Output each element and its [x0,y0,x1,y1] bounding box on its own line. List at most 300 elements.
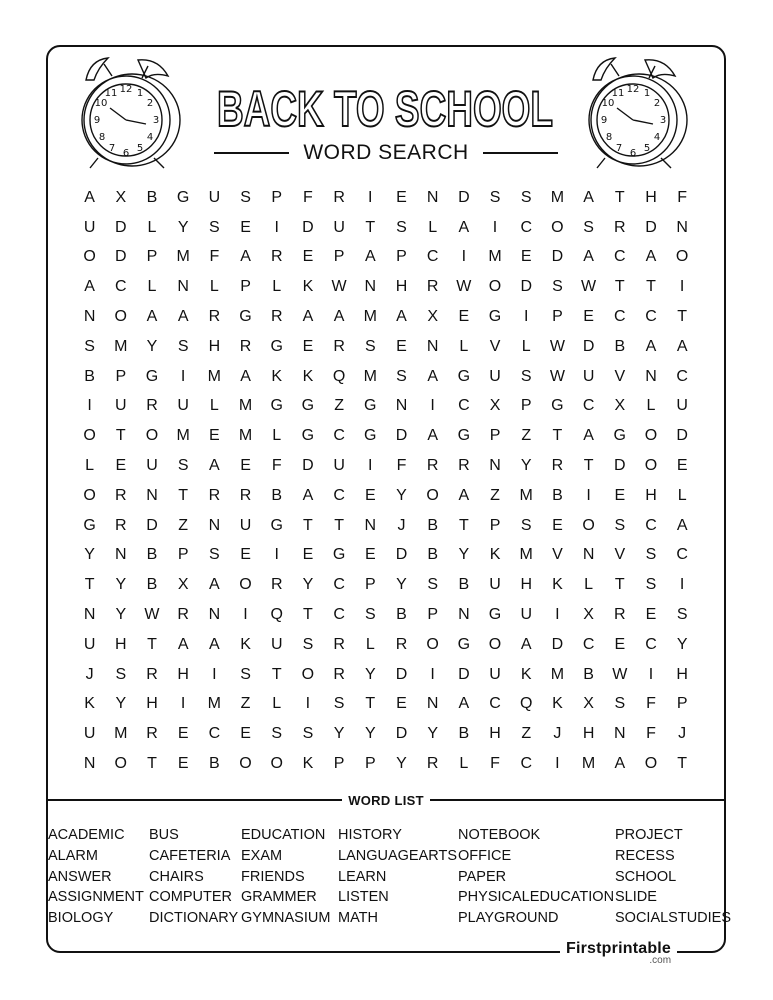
grid-letter[interactable]: L [459,755,469,773]
grid-letter[interactable]: P [552,308,563,326]
grid-letter[interactable]: T [583,457,594,475]
grid-letter[interactable]: P [177,546,189,564]
grid-letter[interactable]: A [458,218,470,236]
grid-letter[interactable]: F [209,248,220,266]
grid-letter[interactable]: N [676,218,688,236]
grid-letter[interactable]: I [523,308,529,326]
grid-letter[interactable]: P [396,248,407,266]
grid-letter[interactable]: T [365,218,376,236]
grid-letter[interactable]: H [582,725,595,743]
grid-letter[interactable]: S [364,606,376,624]
grid-letter[interactable]: G [457,367,471,385]
grid-letter[interactable]: E [458,308,470,326]
grid-letter[interactable]: Y [364,665,376,683]
grid-letter[interactable]: M [238,397,253,415]
grid-letter[interactable]: N [208,606,221,624]
grid-letter[interactable]: F [271,457,282,475]
grid-letter[interactable]: R [239,337,252,355]
grid-letter[interactable]: Z [178,516,189,534]
grid-letter[interactable]: R [270,308,283,326]
grid-letter[interactable]: S [552,278,563,296]
grid-letter[interactable]: I [180,367,186,385]
grid-letter[interactable]: U [115,397,127,415]
grid-letter[interactable]: C [582,397,595,415]
grid-letter[interactable]: R [458,457,470,475]
grid-letter[interactable]: E [396,188,407,206]
grid-letter[interactable]: U [83,635,96,653]
grid-letter[interactable]: E [177,725,189,743]
grid-letter[interactable]: X [489,397,501,415]
grid-letter[interactable]: Y [458,546,470,564]
grid-letter[interactable]: M [519,486,533,504]
grid-letter[interactable]: P [427,606,438,624]
grid-letter[interactable]: Z [240,695,251,713]
grid-letter[interactable]: N [177,278,189,296]
grid-letter[interactable]: P [333,248,345,266]
grid-letter[interactable]: O [83,248,96,266]
grid-letter[interactable]: N [115,546,127,564]
grid-letter[interactable]: G [364,397,377,415]
grid-letter[interactable]: Z [521,427,532,445]
grid-letter[interactable]: W [456,278,472,296]
grid-letter[interactable]: O [644,427,658,445]
grid-letter[interactable]: U [489,576,501,594]
grid-letter[interactable]: U [146,457,158,475]
grid-letter[interactable]: F [646,725,656,743]
grid-letter[interactable]: T [147,755,157,773]
grid-letter[interactable]: N [614,725,626,743]
grid-letter[interactable]: O [270,755,283,773]
grid-letter[interactable]: H [208,337,221,355]
grid-letter[interactable]: A [209,576,220,594]
grid-letter[interactable]: D [676,427,688,445]
grid-letter[interactable]: E [364,546,376,564]
grid-letter[interactable]: A [240,367,251,385]
grid-letter[interactable]: R [614,606,626,624]
grid-letter[interactable]: K [552,576,563,594]
grid-letter[interactable]: Q [332,367,346,385]
grid-letter[interactable]: F [396,457,407,475]
grid-letter[interactable]: R [333,635,345,653]
grid-letter[interactable]: I [368,188,373,206]
grid-letter[interactable]: R [239,486,252,504]
grid-letter[interactable]: A [364,248,376,266]
grid-letter[interactable]: S [333,695,345,713]
grid-letter[interactable]: B [146,188,158,206]
grid-letter[interactable]: R [177,606,189,624]
grid-letter[interactable]: S [84,337,95,355]
grid-letter[interactable]: H [177,665,189,683]
grid-letter[interactable]: G [488,606,502,624]
grid-letter[interactable]: S [302,725,314,743]
grid-letter[interactable]: S [240,188,251,206]
grid-letter[interactable]: E [209,427,220,445]
grid-letter[interactable]: C [520,218,532,236]
grid-letter[interactable]: X [115,188,127,206]
grid-letter[interactable]: M [176,427,190,445]
grid-letter[interactable]: G [551,397,564,415]
grid-letter[interactable]: X [427,308,438,326]
grid-letter[interactable]: I [555,606,560,624]
grid-letter[interactable]: A [209,635,220,653]
grid-letter[interactable]: K [240,635,251,653]
grid-letter[interactable]: A [645,337,657,355]
grid-letter[interactable]: S [271,725,283,743]
grid-letter[interactable]: T [614,188,625,206]
grid-letter[interactable]: O [644,457,658,475]
grid-letter[interactable]: I [243,606,248,624]
grid-letter[interactable]: M [581,755,596,773]
grid-letter[interactable]: I [461,248,467,266]
grid-letter[interactable]: S [489,188,501,206]
grid-letter[interactable]: N [582,546,595,564]
grid-letter[interactable]: U [489,665,501,683]
grid-letter[interactable]: I [586,486,591,504]
grid-letter[interactable]: E [645,606,657,624]
grid-letter[interactable]: I [648,665,654,683]
grid-letter[interactable]: R [115,486,127,504]
grid-letter[interactable]: L [272,695,282,713]
grid-letter[interactable]: R [395,635,408,653]
grid-letter[interactable]: A [427,427,438,445]
grid-letter[interactable]: O [551,218,564,236]
grid-letter[interactable]: S [209,546,220,564]
grid-letter[interactable]: A [396,308,407,326]
grid-letter[interactable]: E [302,337,314,355]
grid-letter[interactable]: M [114,337,128,355]
grid-letter[interactable]: E [364,486,376,504]
grid-letter[interactable]: L [677,486,687,504]
grid-letter[interactable]: S [645,576,657,594]
grid-letter[interactable]: A [583,427,594,445]
grid-letter[interactable]: C [645,516,657,534]
grid-letter[interactable]: Q [519,695,533,713]
grid-letter[interactable]: N [83,606,96,624]
grid-letter[interactable]: M [207,695,221,713]
grid-letter[interactable]: L [521,337,531,355]
grid-letter[interactable]: K [302,278,314,296]
grid-letter[interactable]: X [177,576,189,594]
grid-letter[interactable]: S [396,367,407,385]
grid-letter[interactable]: U [333,218,345,236]
grid-letter[interactable]: G [270,337,283,355]
grid-letter[interactable]: K [84,695,95,713]
grid-letter[interactable]: L [147,218,157,236]
grid-letter[interactable]: M [176,248,190,266]
grid-letter[interactable]: S [427,576,438,594]
grid-letter[interactable]: N [146,486,158,504]
grid-letter[interactable]: T [458,516,469,534]
grid-letter[interactable]: N [364,516,377,534]
grid-letter[interactable]: M [550,188,565,206]
grid-letter[interactable]: T [147,635,157,653]
grid-letter[interactable]: O [426,486,439,504]
grid-letter[interactable]: N [364,278,377,296]
grid-letter[interactable]: S [614,695,626,713]
grid-letter[interactable]: W [331,278,347,296]
grid-letter[interactable]: S [364,337,376,355]
grid-letter[interactable]: U [239,516,252,534]
grid-letter[interactable]: J [85,665,94,683]
grid-letter[interactable]: A [676,516,688,534]
grid-letter[interactable]: T [614,278,625,296]
grid-letter[interactable]: I [368,457,373,475]
grid-letter[interactable]: O [114,755,127,773]
grid-letter[interactable]: D [302,218,314,236]
grid-letter[interactable]: S [396,218,407,236]
grid-letter[interactable]: C [426,248,439,266]
grid-letter[interactable]: R [614,218,626,236]
grid-letter[interactable]: P [489,516,501,534]
grid-letter[interactable]: Y [146,337,158,355]
grid-letter[interactable]: W [549,367,565,385]
grid-letter[interactable]: U [489,367,501,385]
grid-letter[interactable]: B [614,337,626,355]
grid-letter[interactable]: I [87,397,92,415]
grid-letter[interactable]: C [458,397,470,415]
grid-letter[interactable]: N [645,367,657,385]
grid-letter[interactable]: U [520,606,532,624]
grid-letter[interactable]: S [115,665,127,683]
grid-letter[interactable]: I [212,665,217,683]
grid-letter[interactable]: A [676,337,688,355]
grid-letter[interactable]: U [83,218,96,236]
grid-letter[interactable]: O [675,248,689,266]
grid-letter[interactable]: N [458,606,470,624]
grid-letter[interactable]: Y [115,576,127,594]
grid-letter[interactable]: C [614,308,626,326]
grid-letter[interactable]: E [583,308,594,326]
grid-letter[interactable]: N [426,337,439,355]
grid-letter[interactable]: H [645,486,657,504]
grid-letter[interactable]: Y [177,218,189,236]
grid-letter[interactable]: C [645,635,657,653]
grid-letter[interactable]: Z [521,725,532,743]
grid-letter[interactable]: A [520,635,532,653]
grid-letter[interactable]: V [614,367,626,385]
grid-letter[interactable]: T [552,427,563,445]
grid-letter[interactable]: Y [364,725,376,743]
grid-letter[interactable]: P [333,755,345,773]
grid-letter[interactable]: I [180,695,186,713]
grid-letter[interactable]: S [614,516,626,534]
grid-letter[interactable]: C [115,278,127,296]
grid-letter[interactable]: A [458,695,470,713]
grid-letter[interactable]: E [676,457,688,475]
grid-letter[interactable]: U [208,188,221,206]
grid-letter[interactable]: A [583,188,594,206]
grid-letter[interactable]: C [333,486,345,504]
grid-letter[interactable]: L [365,635,375,653]
grid-letter[interactable]: D [395,427,408,445]
grid-letter[interactable]: A [240,248,251,266]
grid-letter[interactable]: C [333,606,345,624]
grid-letter[interactable]: D [520,278,532,296]
grid-letter[interactable]: G [457,635,471,653]
grid-letter[interactable]: A [645,248,657,266]
grid-letter[interactable]: R [551,457,564,475]
grid-letter[interactable]: H [520,576,532,594]
grid-letter[interactable]: E [396,337,407,355]
grid-letter[interactable]: S [177,457,189,475]
grid-letter[interactable]: A [146,308,158,326]
grid-letter[interactable]: E [115,457,127,475]
grid-letter[interactable]: L [209,397,219,415]
grid-letter[interactable]: G [83,516,96,534]
grid-letter[interactable]: M [114,725,128,743]
grid-letter[interactable]: B [146,576,158,594]
grid-letter[interactable]: B [209,755,220,773]
grid-letter[interactable]: T [178,486,189,504]
grid-letter[interactable]: N [489,457,501,475]
grid-letter[interactable]: O [114,308,127,326]
grid-letter[interactable]: P [364,576,376,594]
grid-letter[interactable]: M [207,367,221,385]
grid-letter[interactable]: S [520,516,532,534]
grid-letter[interactable]: R [146,725,158,743]
grid-letter[interactable]: S [520,188,532,206]
grid-letter[interactable]: B [458,725,470,743]
grid-letter[interactable]: S [583,218,594,236]
grid-letter[interactable]: R [208,308,221,326]
grid-letter[interactable]: C [676,546,688,564]
grid-letter[interactable]: I [274,546,279,564]
grid-letter[interactable]: G [332,546,346,564]
grid-letter[interactable]: W [612,665,628,683]
grid-letter[interactable]: P [115,367,127,385]
grid-letter[interactable]: A [209,457,220,475]
grid-letter[interactable]: F [677,188,688,206]
grid-letter[interactable]: O [301,665,315,683]
grid-letter[interactable]: N [426,188,439,206]
grid-letter[interactable]: K [271,367,283,385]
grid-letter[interactable]: H [115,635,127,653]
grid-letter[interactable]: K [552,695,563,713]
grid-letter[interactable]: M [363,367,377,385]
grid-letter[interactable]: T [303,516,313,534]
grid-letter[interactable]: J [678,725,687,743]
grid-letter[interactable]: E [240,457,251,475]
grid-letter[interactable]: G [270,397,283,415]
grid-letter[interactable]: D [582,337,595,355]
grid-letter[interactable]: E [302,546,314,564]
grid-letter[interactable]: E [240,725,251,743]
grid-letter[interactable]: K [520,665,532,683]
grid-letter[interactable]: U [676,397,688,415]
grid-letter[interactable]: A [302,308,314,326]
grid-letter[interactable]: B [427,546,438,564]
grid-letter[interactable]: D [645,218,657,236]
grid-letter[interactable]: E [552,516,563,534]
grid-letter[interactable]: O [644,755,658,773]
grid-letter[interactable]: R [426,278,439,296]
grid-letter[interactable]: U [177,397,189,415]
grid-letter[interactable]: L [272,278,282,296]
grid-letter[interactable]: D [551,635,564,653]
grid-letter[interactable]: Q [270,606,283,624]
grid-letter[interactable]: D [115,218,127,236]
grid-letter[interactable]: S [209,218,220,236]
grid-letter[interactable]: D [395,725,408,743]
grid-letter[interactable]: V [614,546,626,564]
grid-letter[interactable]: S [676,606,688,624]
grid-letter[interactable]: S [302,635,314,653]
grid-letter[interactable]: J [397,516,406,534]
grid-letter[interactable]: Y [396,576,407,594]
grid-letter[interactable]: E [177,755,189,773]
grid-letter[interactable]: B [396,606,407,624]
grid-letter[interactable]: X [614,397,626,415]
grid-letter[interactable]: N [208,516,221,534]
grid-letter[interactable]: C [208,725,221,743]
grid-letter[interactable]: L [85,457,95,475]
grid-letter[interactable]: H [489,725,501,743]
grid-letter[interactable]: E [240,546,251,564]
grid-letter[interactable]: O [582,516,595,534]
grid-letter[interactable]: P [240,278,251,296]
grid-letter[interactable]: B [458,576,470,594]
grid-letter[interactable]: L [584,576,594,594]
grid-letter[interactable]: D [551,248,564,266]
grid-letter[interactable]: O [145,427,159,445]
grid-letter[interactable]: M [363,308,377,326]
grid-letter[interactable]: A [84,278,95,296]
grid-letter[interactable]: T [677,308,688,326]
grid-letter[interactable]: T [677,755,688,773]
grid-letter[interactable]: P [676,695,688,713]
grid-letter[interactable]: A [614,755,626,773]
grid-letter[interactable]: O [239,576,252,594]
grid-letter[interactable]: O [426,635,439,653]
grid-letter[interactable]: G [457,427,471,445]
grid-letter[interactable]: I [430,665,435,683]
grid-letter[interactable]: H [676,665,688,683]
grid-letter[interactable]: A [84,188,95,206]
grid-letter[interactable]: N [83,755,96,773]
grid-letter[interactable]: O [83,486,96,504]
grid-letter[interactable]: T [646,278,656,296]
grid-letter[interactable]: L [272,427,282,445]
grid-letter[interactable]: U [270,635,283,653]
grid-letter[interactable]: Y [676,635,688,653]
grid-letter[interactable]: T [365,695,376,713]
grid-letter[interactable]: Y [396,486,407,504]
grid-letter[interactable]: P [520,397,532,415]
grid-letter[interactable]: S [177,337,189,355]
grid-letter[interactable]: R [333,188,345,206]
grid-letter[interactable]: G [301,397,315,415]
grid-letter[interactable]: L [459,337,469,355]
grid-letter[interactable]: E [520,248,532,266]
grid-letter[interactable]: A [177,635,189,653]
grid-letter[interactable]: O [83,427,96,445]
grid-letter[interactable]: G [176,188,190,206]
grid-letter[interactable]: B [271,486,283,504]
grid-letter[interactable]: U [333,457,345,475]
grid-letter[interactable]: I [274,218,279,236]
grid-letter[interactable]: W [144,606,160,624]
grid-letter[interactable]: F [646,695,656,713]
grid-letter[interactable]: V [552,546,563,564]
grid-letter[interactable]: Y [333,725,345,743]
grid-letter[interactable]: E [396,695,407,713]
grid-letter[interactable]: L [209,278,219,296]
grid-letter[interactable]: M [238,427,253,445]
grid-letter[interactable]: M [519,546,533,564]
grid-letter[interactable]: J [553,725,562,743]
grid-letter[interactable]: B [552,486,563,504]
grid-letter[interactable]: I [679,278,685,296]
